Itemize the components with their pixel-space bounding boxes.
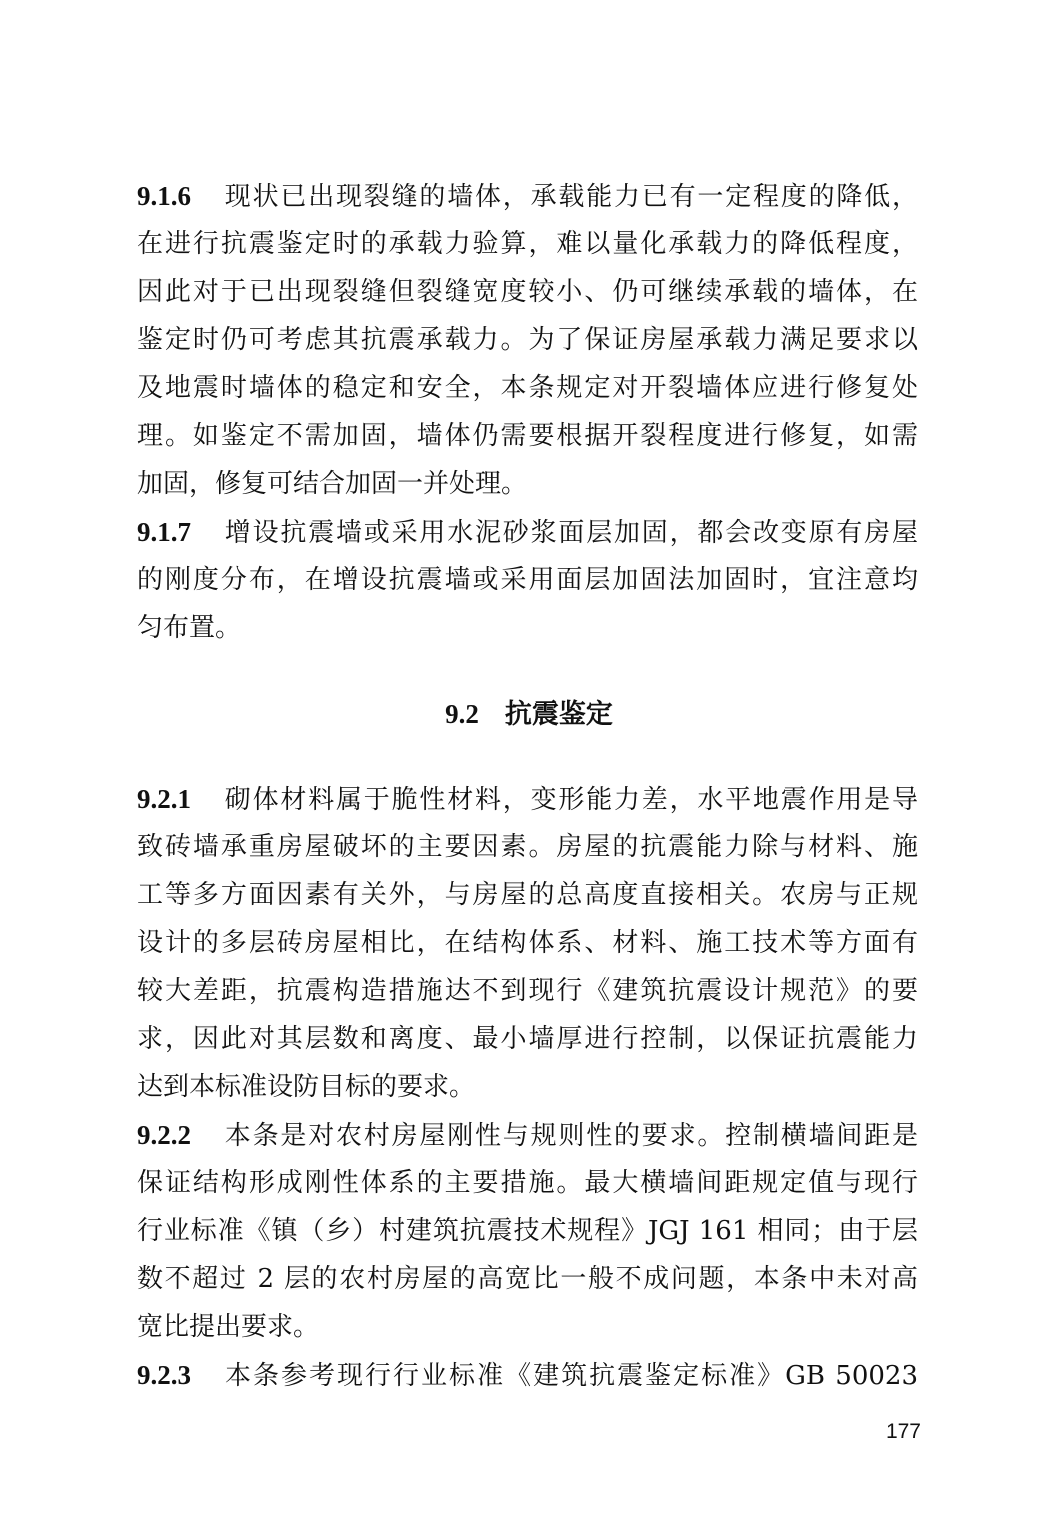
paragraph-9-1-7-line-1: 9.1.7 增设抗震墙或采用水泥砂浆面层加固，都会改变原有房屋	[137, 512, 918, 552]
paragraph-9-2-2-line-5: 宽比提出要求。	[137, 1312, 320, 1342]
paragraph-9-1-6-line-3: 因此对于已出现裂缝但裂缝宽度较小、仍可继续承载的墙体，在	[137, 277, 918, 307]
paragraph-9-2-2-line-1: 9.2.2 本条是对农村房屋刚性与规则性的要求。控制横墙间距是	[137, 1115, 918, 1155]
paragraph-9-2-1-line-3: 工等多方面因素有关外，与房屋的总高度直接相关。农房与正规	[137, 880, 918, 910]
paragraph-9-1-6-line-1: 9.1.6 现状已出现裂缝的墙体，承载能力已有一定程度的降低，	[137, 176, 918, 216]
clause-number: 9.1.7	[137, 517, 191, 547]
paragraph-9-2-1-line-7: 达到本标准设防目标的要求。	[137, 1072, 476, 1102]
paragraph-9-2-1-line-4: 设计的多层砖房屋相比，在结构体系、材料、施工技术等方面有	[137, 928, 918, 958]
page-number: 177	[885, 1420, 921, 1443]
clause-number: 9.2.1	[137, 784, 191, 814]
section-heading	[0, 694, 1058, 735]
clause-number: 9.2.3	[137, 1360, 191, 1390]
paragraph-9-2-1-line-1: 9.2.1 砌体材料属于脆性材料，变形能力差，水平地震作用是导	[137, 779, 918, 819]
paragraph-9-2-1-line-2: 致砖墙承重房屋破坏的主要因素。房屋的抗震能力除与材料、施	[137, 832, 918, 862]
paragraph-9-1-6-line-5: 及地震时墙体的稳定和安全，本条规定对开裂墙体应进行修复处	[137, 373, 918, 403]
paragraph-9-1-7-line-2: 的刚度分布，在增设抗震墙或采用面层加固法加固时，宜注意均	[137, 565, 918, 595]
paragraph-9-2-2-line-3: 行业标准《镇（乡）村建筑抗震技术规程》JGJ 161 相同；由于层	[137, 1216, 918, 1246]
paragraph-9-1-6-line-6: 理。如鉴定不需加固，墙体仍需要根据开裂程度进行修复，如需	[137, 421, 918, 451]
paragraph-9-1-6-line-2: 在进行抗震鉴定时的承载力验算，难以量化承载力的降低程度，	[137, 229, 918, 259]
paragraph-9-1-7-line-3: 匀布置。	[137, 613, 242, 643]
paragraph-9-1-6-line-4: 鉴定时仍可考虑其抗震承载力。为了保证房屋承载力满足要求以	[137, 325, 918, 355]
paragraph-9-2-1-line-6: 求，因此对其层数和离度、最小墙厚进行控制，以保证抗震能力	[137, 1024, 918, 1054]
paragraph-9-2-1-line-5: 较大差距，抗震构造措施达不到现行《建筑抗震设计规范》的要	[137, 976, 918, 1006]
clause-number: 9.1.6	[137, 181, 191, 211]
paragraph-9-2-2-line-4: 数不超过 2 层的农村房屋的高宽比一般不成问题，本条中未对高	[137, 1264, 918, 1294]
paragraph-9-2-2-line-2: 保证结构形成刚性体系的主要措施。最大横墙间距规定值与现行	[137, 1168, 918, 1198]
paragraph-9-2-3-line-1: 9.2.3 本条参考现行行业标准《建筑抗震鉴定标准》GB 50023	[137, 1355, 918, 1395]
section-title: 抗震鉴定	[504, 699, 613, 730]
section-number: 9.2	[445, 699, 479, 729]
paragraph-9-1-6-line-7: 加固，修复可结合加固一并处理。	[137, 469, 528, 499]
clause-number: 9.2.2	[137, 1120, 191, 1150]
